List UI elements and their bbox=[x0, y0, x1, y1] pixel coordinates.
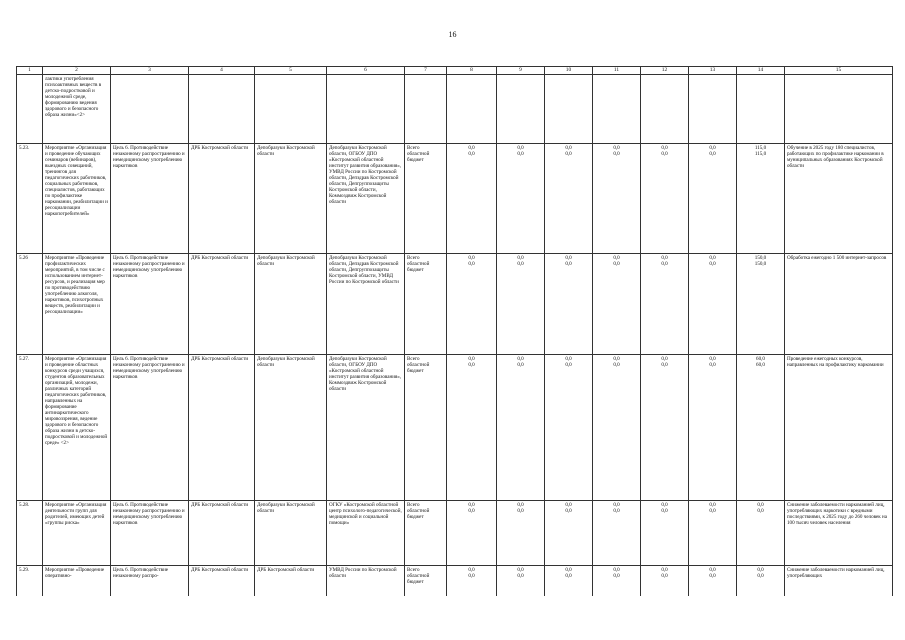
cell-value bbox=[593, 253, 641, 354]
source-total: Всего bbox=[407, 567, 420, 574]
cell-participants: Депобразуки Костромской области, Депздрав Костромской области, Депгруппозащиты Костромской области, УМВД России по Костромской области bbox=[327, 253, 405, 354]
header-col-11: 11 bbox=[593, 67, 641, 75]
cell-result: Снижение заболеваемости наркоманией лиц, употребляющих bbox=[785, 566, 893, 596]
cell-value bbox=[641, 355, 689, 501]
value-budget: 0,0 bbox=[517, 573, 524, 580]
header-col-7: 7 bbox=[405, 67, 447, 75]
row-number: 5.28. bbox=[17, 501, 43, 566]
value-total: 0,0 bbox=[709, 356, 716, 362]
value-total: 0,0 bbox=[468, 567, 475, 574]
value-budget: 0,0 bbox=[613, 508, 620, 515]
program-table bbox=[16, 66, 893, 596]
value-budget: 0,0 bbox=[661, 362, 668, 368]
cell-source bbox=[405, 501, 447, 566]
value-budget: 150,0 bbox=[754, 260, 767, 267]
cell-value bbox=[689, 355, 737, 501]
cell-responsible: Депобразуки Костромской области bbox=[255, 143, 327, 253]
value-total: 0,0 bbox=[613, 254, 620, 261]
value-total: 0,0 bbox=[613, 144, 620, 151]
cell-source bbox=[405, 566, 447, 596]
cell-value bbox=[593, 143, 641, 253]
value-total: 115,0 bbox=[754, 144, 767, 151]
cell-value bbox=[545, 355, 593, 501]
cell bbox=[447, 75, 497, 144]
value-total: 0,0 bbox=[613, 502, 620, 509]
value-total: 0,0 bbox=[565, 356, 572, 362]
header-col-8: 8 bbox=[447, 67, 497, 75]
header-col-1: 1 bbox=[17, 67, 43, 75]
value-total: 0,0 bbox=[757, 502, 764, 509]
value-budget: 0,0 bbox=[565, 150, 572, 157]
value-total: 0,0 bbox=[517, 254, 524, 261]
header-col-6: 6 bbox=[327, 67, 405, 75]
value-budget: 0,0 bbox=[709, 573, 716, 580]
cell-value bbox=[497, 566, 545, 596]
cell-result: Проведение ежегодных конкурсов, направленных на профилактику наркомании bbox=[785, 355, 893, 501]
value-total: 0,0 bbox=[661, 502, 668, 509]
value-total: 0,0 bbox=[661, 356, 668, 362]
value-budget: 0,0 bbox=[661, 260, 668, 267]
cell bbox=[111, 75, 189, 144]
value-budget: 0,0 bbox=[565, 508, 572, 515]
value-total: 0,0 bbox=[565, 144, 572, 151]
cell-value bbox=[689, 566, 737, 596]
value-budget: 0,0 bbox=[468, 573, 475, 580]
table-row bbox=[17, 566, 893, 596]
cell-source bbox=[405, 253, 447, 354]
cell-responsible: Депобразуки Костромской области bbox=[255, 501, 327, 566]
cell bbox=[497, 75, 545, 144]
cell-value bbox=[737, 501, 785, 566]
cell-activity: Мероприятие «Организация деятельности групп для родителей, имеющих детей «группы риска» bbox=[43, 501, 111, 566]
cell-curator: ДРБ Костромской области bbox=[189, 143, 255, 253]
continuation-row bbox=[17, 75, 893, 144]
cell-source bbox=[405, 355, 447, 501]
cell bbox=[327, 75, 405, 144]
cell-value bbox=[737, 355, 785, 501]
cell-value bbox=[593, 566, 641, 596]
value-total: 0,0 bbox=[517, 144, 524, 151]
cell-value bbox=[545, 501, 593, 566]
value-budget: 0,0 bbox=[517, 508, 524, 515]
source-budget: областной бюджет bbox=[407, 508, 430, 521]
row-number: 5.26 bbox=[17, 253, 43, 354]
cell-responsible: Депобразуки Костромской области bbox=[255, 355, 327, 501]
cell-value bbox=[689, 253, 737, 354]
cell-goal: Цель 6. Противодействие незаконному распространению и немедицинскому употреблению наркотиков bbox=[111, 355, 189, 501]
cell-value bbox=[497, 355, 545, 501]
cell-participants: Депобразуки Костромской области, ОГБОУ ДПО «Костромской областной институт развития образования», УМВД России по Костромской области, Депздрав Костромской области, Депгруппозащиты Костромской области, Коммоздвиж Костромской области bbox=[327, 143, 405, 253]
value-total: 0,0 bbox=[661, 144, 668, 151]
value-budget: 0,0 bbox=[709, 362, 716, 368]
header-col-5: 5 bbox=[255, 67, 327, 75]
value-total: 0,0 bbox=[468, 356, 475, 362]
source-budget: областной бюджет bbox=[407, 573, 430, 586]
cell-curator: ДРБ Костромской области bbox=[189, 501, 255, 566]
value-budget: 0,0 bbox=[757, 573, 764, 580]
cell-activity: Мероприятие «Проведение оперативно- bbox=[43, 566, 111, 596]
cell-goal: Цель 6. Противодействие незаконному распространению и немедицинскому употреблению наркотиков bbox=[111, 501, 189, 566]
source-budget: областной бюджет bbox=[407, 150, 430, 163]
value-total: 0,0 bbox=[709, 254, 716, 261]
cell-curator: ДРБ Костромской области bbox=[189, 253, 255, 354]
value-budget: 115,0 bbox=[754, 150, 767, 157]
source-budget: областной бюджет bbox=[407, 260, 430, 273]
cell-value bbox=[593, 501, 641, 566]
table-row bbox=[17, 143, 893, 253]
cell-source bbox=[405, 143, 447, 253]
cell-value bbox=[737, 566, 785, 596]
value-total: 0,0 bbox=[613, 567, 620, 574]
value-total: 0,0 bbox=[517, 356, 524, 362]
value-total: 0,0 bbox=[709, 567, 716, 574]
cell-activity: лактики употребления психоактивных веществ в детско-подростковой и молодежной среде, формированию ведения здорового и безопасного образа жизни»<2> bbox=[43, 75, 111, 144]
header-col-13: 13 bbox=[689, 67, 737, 75]
value-total: 0,0 bbox=[661, 567, 668, 574]
cell-goal: Цель 6. Противодействие незаконному распро- bbox=[111, 566, 189, 596]
header-col-12: 12 bbox=[641, 67, 689, 75]
header-col-15: 15 bbox=[785, 67, 893, 75]
cell-activity: Мероприятие «Организация и проведение обучающих семинаров (вебинаров), выездных совещаний, тренингов для педагогических работников, социальных работников, специалистов, работающих по профилактике наркомании, реабилитации и ресоциализации наркопотребителей» bbox=[43, 143, 111, 253]
value-budget: 0,0 bbox=[468, 508, 475, 515]
cell-value bbox=[593, 355, 641, 501]
cell-value bbox=[497, 143, 545, 253]
header-col-9: 9 bbox=[497, 67, 545, 75]
cell-value bbox=[641, 566, 689, 596]
cell-value bbox=[497, 253, 545, 354]
header-col-14: 14 bbox=[737, 67, 785, 75]
cell-value bbox=[497, 501, 545, 566]
cell-responsible: ДРБ Костромской области bbox=[255, 566, 327, 596]
value-budget: 0,0 bbox=[613, 362, 620, 368]
value-budget: 0,0 bbox=[517, 150, 524, 157]
value-budget: 0,0 bbox=[468, 260, 475, 267]
value-total: 0,0 bbox=[613, 356, 620, 362]
header-col-2: 2 bbox=[43, 67, 111, 75]
value-total: 0,0 bbox=[468, 254, 475, 261]
cell-value bbox=[447, 501, 497, 566]
row-number: 5.29. bbox=[17, 566, 43, 596]
value-budget: 0,0 bbox=[757, 508, 764, 515]
value-budget: 0,0 bbox=[661, 150, 668, 157]
cell-participants: УМВД России по Костромской области bbox=[327, 566, 405, 596]
header-col-10: 10 bbox=[545, 67, 593, 75]
row-number: 5.23. bbox=[17, 143, 43, 253]
cell bbox=[593, 75, 641, 144]
cell-responsible: Депобразуки Костромской области bbox=[255, 253, 327, 354]
value-total: 0,0 bbox=[468, 502, 475, 509]
cell-value bbox=[447, 566, 497, 596]
value-total: 150,0 bbox=[754, 254, 767, 261]
source-budget: областной бюджет bbox=[407, 362, 430, 374]
value-budget: 0,0 bbox=[565, 573, 572, 580]
source-total: Всего bbox=[407, 144, 420, 151]
source-total: Всего bbox=[407, 502, 420, 509]
cell-value bbox=[689, 501, 737, 566]
cell-value bbox=[447, 355, 497, 501]
value-budget: 0,0 bbox=[709, 508, 716, 515]
value-total: 0,0 bbox=[565, 567, 572, 574]
value-total: 0,0 bbox=[517, 502, 524, 509]
cell-goal: Цель 6. Противодействие незаконному распространению и немедицинскому употреблению наркотиков bbox=[111, 253, 189, 354]
value-budget: 0,0 bbox=[661, 508, 668, 515]
cell bbox=[785, 75, 893, 144]
cell-participants: ОГКУ «Костромской областной центр психолого-педагогической, медицинской и социальной помощи» bbox=[327, 501, 405, 566]
cell-curator: ДРБ Костромской области bbox=[189, 566, 255, 596]
row-number: 5.27. bbox=[17, 355, 43, 501]
value-budget: 0,0 bbox=[565, 260, 572, 267]
cell-value bbox=[545, 566, 593, 596]
value-budget: 0,0 bbox=[517, 362, 524, 368]
header-col-4: 4 bbox=[189, 67, 255, 75]
value-total: 60,0 bbox=[756, 356, 765, 362]
cell bbox=[641, 75, 689, 144]
value-total: 0,0 bbox=[517, 567, 524, 574]
cell bbox=[17, 75, 43, 144]
table-row bbox=[17, 355, 893, 501]
header-col-3: 3 bbox=[111, 67, 189, 75]
value-budget: 0,0 bbox=[517, 260, 524, 267]
cell-value bbox=[737, 253, 785, 354]
value-total: 0,0 bbox=[709, 502, 716, 509]
table-row bbox=[17, 501, 893, 566]
cell-result: Обучение в 2025 году 180 специалистов, работающих по профилактике наркомании в муниципальных образованиях Костромской области bbox=[785, 143, 893, 253]
value-budget: 0,0 bbox=[709, 260, 716, 267]
page-number: 16 bbox=[448, 30, 457, 39]
value-budget: 0,0 bbox=[709, 150, 716, 157]
cell-activity: Мероприятие «Проведение профилактических мероприятий, в том числе с использованием интернет-ресурсов, и реализация мер по противодействию употреблению алкоголя, наркотиков, психотропных веществ, реабилитации и ресоциализации» bbox=[43, 253, 111, 354]
cell-curator: ДРБ Костромской области bbox=[189, 355, 255, 501]
cell-result: Снижение заболеваемости наркоманией лиц, употребляющих наркотики с вредными последствиями, к 2025 году до 260 человек на 100 тысяч человек населения bbox=[785, 501, 893, 566]
value-budget: 0,0 bbox=[661, 573, 668, 580]
value-budget: 0,0 bbox=[565, 362, 572, 368]
value-total: 0,0 bbox=[565, 254, 572, 261]
value-budget: 0,0 bbox=[613, 260, 620, 267]
header-row bbox=[17, 67, 893, 75]
source-total: Всего bbox=[407, 254, 420, 261]
cell-value bbox=[641, 501, 689, 566]
value-total: 0,0 bbox=[757, 567, 764, 574]
cell bbox=[737, 75, 785, 144]
cell bbox=[545, 75, 593, 144]
cell bbox=[255, 75, 327, 144]
cell-value bbox=[689, 143, 737, 253]
cell-goal: Цель 6. Противодействие незаконному распространению и немедицинскому употреблению наркотиков bbox=[111, 143, 189, 253]
cell-value bbox=[447, 253, 497, 354]
cell-value bbox=[545, 253, 593, 354]
cell-value bbox=[545, 143, 593, 253]
cell-value bbox=[641, 143, 689, 253]
cell bbox=[189, 75, 255, 144]
value-total: 0,0 bbox=[468, 144, 475, 151]
cell-value bbox=[737, 143, 785, 253]
value-budget: 0,0 bbox=[468, 362, 475, 368]
cell-participants: Депобразуки Костромской области, ОГБОУ ДПО «Костромской областной институт развития образования», Коммоздвиж Костромской области bbox=[327, 355, 405, 501]
cell bbox=[689, 75, 737, 144]
value-total: 0,0 bbox=[661, 254, 668, 261]
cell bbox=[405, 75, 447, 144]
cell-result: Обработка ежегодно 1 500 интернет-запросов bbox=[785, 253, 893, 354]
source-total: Всего bbox=[407, 356, 420, 362]
cell-activity: Мероприятие «Организация и проведение областных конкурсов среди учащихся, студентов образовательных организаций, молодежи, различных категорий педагогических работников, направленных на формирование антинаркотического мировоззрения, ведение здорового и безопасного образа жизни в детско-подростковой и молодежной среде» <2> bbox=[43, 355, 111, 501]
value-budget: 0,0 bbox=[613, 150, 620, 157]
value-budget: 0,0 bbox=[613, 573, 620, 580]
cell-value bbox=[447, 143, 497, 253]
value-total: 0,0 bbox=[565, 502, 572, 509]
value-budget: 60,0 bbox=[756, 362, 765, 368]
value-total: 0,0 bbox=[709, 144, 716, 151]
table-row bbox=[17, 253, 893, 354]
cell-value bbox=[641, 253, 689, 354]
value-budget: 0,0 bbox=[468, 150, 475, 157]
